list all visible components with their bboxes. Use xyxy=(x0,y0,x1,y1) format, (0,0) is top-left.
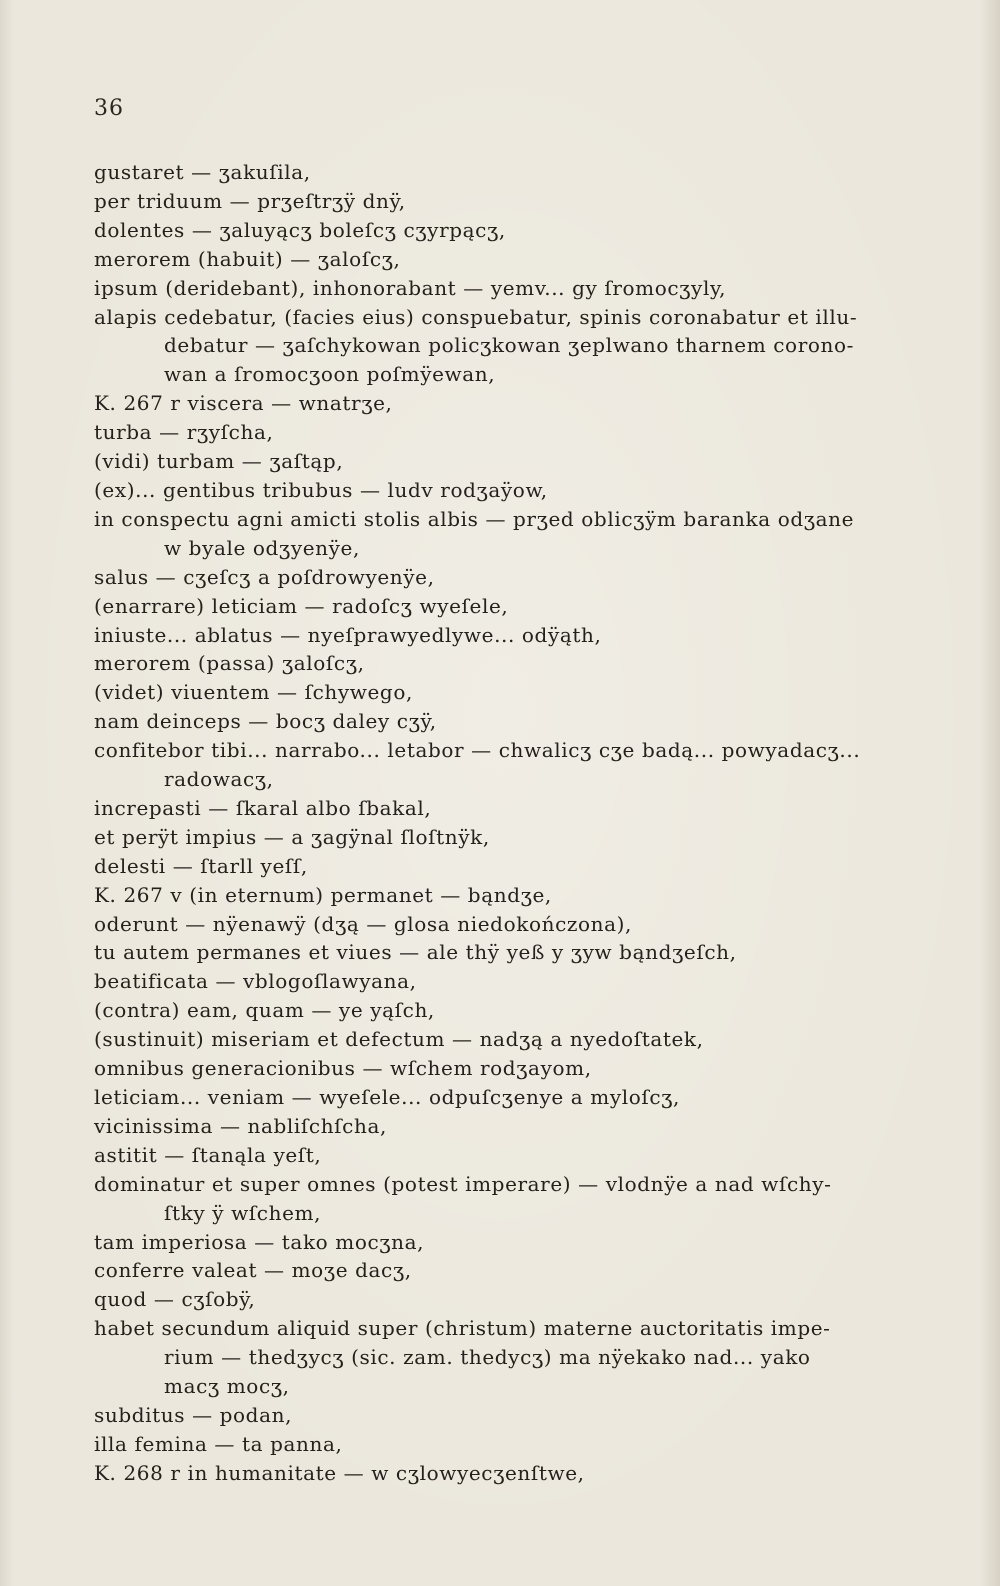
entry-line: leticiam... veniam — wyeſele... odpuſcʒenye a myloſcʒ, xyxy=(94,1085,681,1109)
entry-continuation-line: radowacʒ, xyxy=(164,767,274,792)
entry-line: (sustinuit) miseriam et defectum — nadʒą a nyedoſtatek, xyxy=(94,1027,704,1052)
page-number: 36 xyxy=(94,96,124,121)
entry-line: tu autem permanes et viues — ale thÿ yeß y ʒyw bąndʒeſch, xyxy=(94,940,737,965)
entry-continuation-line: debatur — ʒaſchykowan policʒkowan ʒeplwano tharnem corono- xyxy=(164,333,854,358)
entry-line: beatificata — vblogoſlawyana, xyxy=(94,969,417,994)
entry-line: illa femina — ta panna, xyxy=(94,1431,343,1456)
entry-continuation-line: macʒ mocʒ, xyxy=(164,1374,290,1399)
entry-line: et perÿt impius — a ʒagÿnal ſloſtnÿk, xyxy=(94,824,490,849)
entry-line: (enarrare) leticiam — radoſcʒ wyeſele, xyxy=(94,593,509,618)
entry-line: turba — rʒyſcha, xyxy=(94,420,274,445)
entry-line: per triduum — prʒeſtrʒÿ dnÿ, xyxy=(94,188,406,213)
entry-line: vicinissima — nabliſchſcha, xyxy=(94,1113,387,1138)
entry-line: (contra) eam, quam — ye yąſch, xyxy=(94,998,435,1023)
entry-line: subditus — podan, xyxy=(94,1402,293,1427)
entry-line: oderunt — nÿenawÿ (dʒą — glosa niedokończona), xyxy=(94,911,633,936)
entry-line: K. 268 r in humanitate — w cʒlowyecʒenſtwe, xyxy=(94,1460,585,1485)
entry-line: merorem (habuit) — ʒaloſcʒ, xyxy=(94,246,401,271)
entry-line: K. 267 v (in eternum) permanet — bąndʒe, xyxy=(94,882,552,907)
entry-line: habet secundum aliquid super (christum) materne auctoritatis impe- xyxy=(94,1316,831,1341)
entry-line: confitebor tibi... narrabo... letabor — chwalicʒ cʒe badą... powyadacʒ... xyxy=(94,738,861,763)
entry-line: delesti — ſtarll yeſſ, xyxy=(94,853,308,878)
entry-line: dominatur et super omnes (potest imperare) — vlodnÿe a nad wſchy- xyxy=(94,1171,832,1196)
entry-line: (videt) viuentem — ſchywego, xyxy=(94,680,413,705)
entry-line: salus — cʒeſcʒ a poſdrowyenÿe, xyxy=(94,564,435,589)
entry-line: in conspectu agni amicti stolis albis — prʒed oblicʒÿm baranka odʒane xyxy=(94,506,855,531)
entry-line: ipsum (deridebant), inhonorabant — yemv... gy ſromocʒyly, xyxy=(94,275,727,300)
entry-continuation-line: rium — thedʒycʒ (sic. zam. thedycʒ) ma nÿekako nad... yako xyxy=(164,1345,811,1370)
entry-line: alapis cedebatur, (facies eius) conspuebatur, spinis coronabatur et illu- xyxy=(94,304,858,329)
entry-line: gustaret — ʒakuſila, xyxy=(94,160,311,184)
entry-line: K. 267 r viscera — wnatrʒe, xyxy=(94,391,393,416)
entry-continuation-line: w byale odʒyenÿe, xyxy=(164,535,360,560)
entry-line: (vidi) turbam — ʒaſtąp, xyxy=(94,449,344,474)
entry-line: dolentes — ʒaluyącʒ boleſcʒ cʒyrpącʒ, xyxy=(94,217,506,242)
entry-line: increpasti — ſkaral albo ſbakal, xyxy=(94,795,432,820)
entry-line: (ex)... gentibus tribubus — ludv rodʒaÿow, xyxy=(94,477,548,502)
entry-line: iniuste... ablatus — nyeſprawyedlywe... odÿąth, xyxy=(94,622,602,647)
entry-line: omnibus generacionibus — wſchem rodʒayom, xyxy=(94,1056,592,1081)
entry-line: nam deinceps — bocʒ daley cʒÿ, xyxy=(94,709,437,734)
entry-line: astitit — ſtanąla yeſt, xyxy=(94,1142,322,1167)
glossary-text xyxy=(94,158,924,1488)
entry-line: merorem (passa) ʒaloſcʒ, xyxy=(94,651,365,676)
entry-line: tam imperiosa — tako mocʒna, xyxy=(94,1229,425,1254)
entry-line: conferre valeat — moʒe dacʒ, xyxy=(94,1258,412,1283)
entry-line: quod — cʒſobÿ, xyxy=(94,1287,256,1312)
entry-continuation-line: wan a ſromocʒoon poſmÿewan, xyxy=(164,362,496,387)
entry-continuation-line: ſtky ÿ wſchem, xyxy=(164,1200,322,1225)
